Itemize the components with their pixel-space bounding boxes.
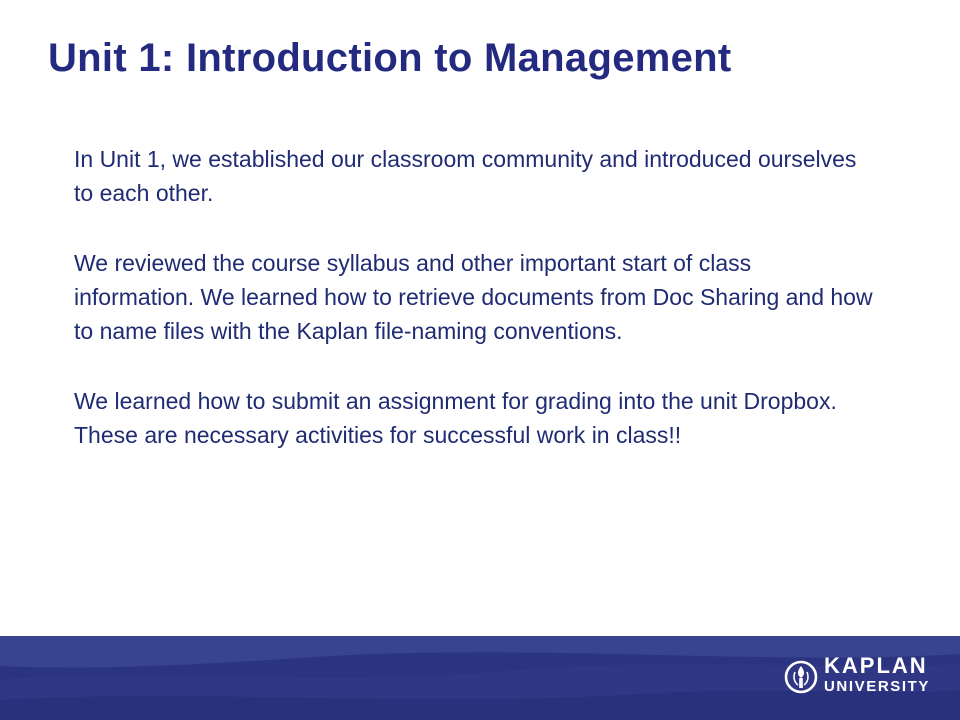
kaplan-torch-emblem-icon: [784, 660, 818, 694]
slide-body: [74, 142, 874, 488]
body-paragraph-1: In Unit 1, we established our classroom community and introduced ourselves to each other.: [74, 146, 857, 206]
slide-title: Unit 1: Introduction to Management: [48, 36, 732, 80]
logo-wordmark-kaplan: KAPLAN: [824, 653, 928, 678]
kaplan-university-logo: [784, 653, 931, 698]
logo-wordmark-university: UNIVERSITY: [824, 678, 931, 695]
body-paragraph-3: We learned how to submit an assignment for grading into the unit Dropbox. These are necessary activities for successful work in class!!: [74, 388, 837, 448]
body-paragraph-2: We reviewed the course syllabus and other important start of class information. We learned how to retrieve documents from Doc Sharing and how to name files with the Kaplan file-naming conventions.: [74, 250, 873, 344]
